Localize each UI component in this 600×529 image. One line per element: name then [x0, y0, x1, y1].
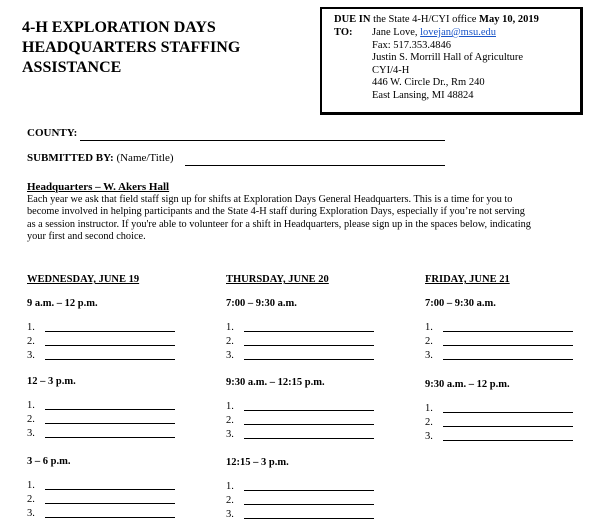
slot-number: 1. — [425, 322, 433, 333]
shift-time: 9 a.m. – 12 p.m. — [27, 298, 98, 309]
title-line: HEADQUARTERS STAFFING — [22, 39, 241, 56]
signup-line[interactable] — [45, 489, 175, 490]
signup-line[interactable] — [443, 426, 573, 427]
signup-line[interactable] — [45, 359, 175, 360]
signup-line[interactable] — [443, 440, 573, 441]
slot-number: 3. — [425, 431, 433, 442]
slot-number: 1. — [226, 322, 234, 333]
slot-number: 2. — [27, 414, 35, 425]
signup-line[interactable] — [244, 410, 374, 411]
slot-number: 3. — [226, 429, 234, 440]
hq-title: Headquarters – W. Akers Hall — [27, 181, 170, 193]
slot-number: 1. — [425, 403, 433, 414]
slot-number: 3. — [27, 350, 35, 361]
contact-line — [372, 27, 523, 40]
slot-number: 2. — [226, 336, 234, 347]
signup-line[interactable] — [244, 359, 374, 360]
slot-number: 2. — [425, 417, 433, 428]
signup-line[interactable] — [244, 345, 374, 346]
address-line: Justin S. Morrill Hall of Agriculture — [372, 52, 524, 63]
shift-time: 12:15 – 3 p.m. — [226, 457, 289, 468]
address-line: CYI/4-H — [372, 64, 410, 76]
contact-name: Jane Love, — [372, 27, 421, 38]
signup-line[interactable] — [244, 490, 374, 491]
to-label: TO: — [334, 27, 353, 38]
email-link[interactable]: lovejan@msu.edu — [420, 27, 496, 38]
slot-number: 3. — [27, 428, 35, 439]
shift-time: 12 – 3 p.m. — [27, 376, 76, 387]
signup-line[interactable] — [443, 345, 573, 346]
signup-line[interactable] — [244, 438, 374, 439]
shift-time: 7:00 – 9:30 a.m. — [226, 298, 297, 309]
slot-number: 2. — [226, 495, 234, 506]
signup-line[interactable] — [244, 424, 374, 425]
signup-line[interactable] — [244, 518, 374, 519]
signup-line[interactable] — [244, 331, 374, 332]
signup-line[interactable] — [45, 331, 175, 332]
slot-number: 1. — [27, 480, 35, 491]
shift-time: 9:30 a.m. – 12 p.m. — [425, 379, 510, 390]
signup-line[interactable] — [45, 517, 175, 518]
hq-body — [27, 194, 593, 244]
signup-line[interactable] — [244, 504, 374, 505]
hq-body-line: your first and second choice. — [27, 231, 146, 243]
county-label: COUNTY: — [27, 127, 78, 139]
shift-time: 7:00 – 9:30 a.m. — [425, 298, 496, 309]
day-heading: WEDNESDAY, JUNE 19 — [27, 274, 140, 285]
due-line — [334, 14, 539, 27]
day-heading: THURSDAY, JUNE 20 — [226, 274, 329, 285]
submitted-hint: (Name/Title) — [113, 152, 174, 164]
form-title — [22, 18, 302, 78]
hq-body-line: as a session instructor. If you're able to volunteer for a shift in Headquarters, please sign up in the spaces below, indicating — [27, 218, 531, 230]
title-line: ASSISTANCE — [22, 59, 122, 76]
slot-number: 1. — [226, 481, 234, 492]
slot-number: 2. — [425, 336, 433, 347]
signup-line[interactable] — [443, 412, 573, 413]
slot-number: 1. — [226, 401, 234, 412]
day-heading: FRIDAY, JUNE 21 — [425, 274, 510, 285]
signup-line[interactable] — [45, 503, 175, 504]
slot-number: 3. — [226, 350, 234, 361]
address-line: East Lansing, MI 48824 — [372, 89, 474, 101]
signup-line[interactable] — [45, 437, 175, 438]
hq-body-line: Each year we ask that field staff sign up for shifts at Exploration Days General Headquarters. This is a time for you to — [27, 194, 513, 205]
signup-line[interactable] — [443, 331, 573, 332]
shift-time: 9:30 a.m. – 12:15 p.m. — [226, 377, 325, 388]
signup-line[interactable] — [443, 359, 573, 360]
due-prefix: DUE IN — [334, 14, 371, 25]
county-input-line[interactable] — [80, 140, 445, 141]
address-block — [372, 27, 523, 102]
slot-number: 2. — [27, 336, 35, 347]
due-box — [320, 7, 583, 115]
submitted-input-line[interactable] — [185, 165, 445, 166]
shift-time: 3 – 6 p.m. — [27, 456, 71, 467]
signup-line[interactable] — [45, 423, 175, 424]
hq-body-line: become involved in helping participants and the State 4-H staff during Exploration Days, especially if you’re not serving — [27, 206, 525, 218]
submitted-label-text: SUBMITTED BY: — [27, 152, 114, 164]
submitted-label — [27, 152, 173, 164]
address-line: 446 W. Circle Dr., Rm 240 — [372, 77, 485, 88]
signup-line[interactable] — [45, 345, 175, 346]
slot-number: 3. — [27, 508, 35, 519]
address-line: Fax: 517.353.4846 — [372, 39, 452, 51]
slot-number: 2. — [27, 494, 35, 505]
slot-number: 2. — [226, 415, 234, 426]
due-middle: the State 4-H/CYI office — [370, 14, 480, 25]
slot-number: 3. — [425, 350, 433, 361]
title-line: 4-H EXPLORATION DAYS — [22, 19, 216, 36]
signup-line[interactable] — [45, 409, 175, 410]
slot-number: 1. — [27, 322, 35, 333]
slot-number: 3. — [226, 509, 234, 520]
due-date: May 10, 2019 — [479, 14, 539, 25]
slot-number: 1. — [27, 400, 35, 411]
